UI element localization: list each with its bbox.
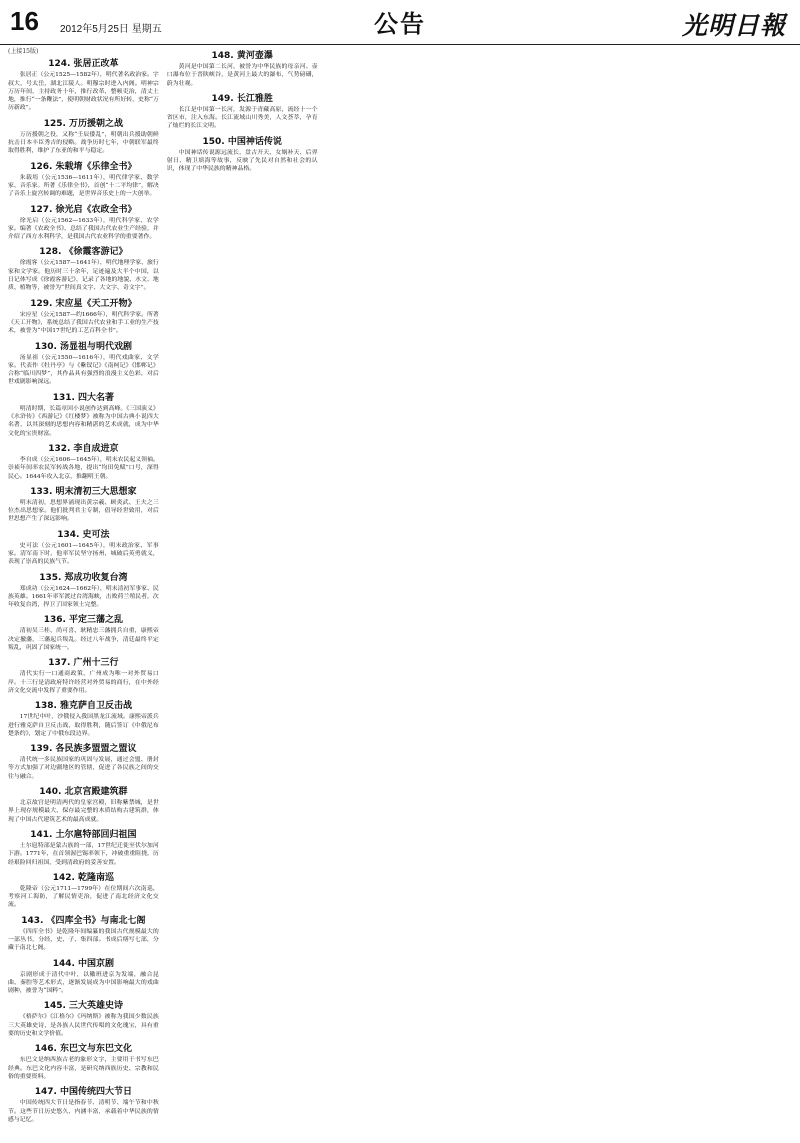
article-section <box>8 390 159 438</box>
article-body: 清代实行一口通商政策，广州成为唯一对外贸易口岸。十三行是清政府特许经营对外贸易的商行，在中外经济文化交流中发挥了重要作用。 <box>8 671 159 694</box>
article-section <box>8 296 159 336</box>
article-section <box>8 956 159 996</box>
article-body: 《四库全书》是乾隆年间编纂的我国古代规模最大的一部丛书，分经、史、子、集四部。书成后缮写七部，分藏于南北七阁。 <box>8 928 159 952</box>
article-section <box>8 56 159 112</box>
article-heading: 132. 李自成进京 <box>48 443 119 454</box>
article-section <box>8 116 159 156</box>
article-section <box>8 827 159 867</box>
article-heading: 148. 黄河壶瀑 <box>211 51 273 61</box>
article-body: 郑成功（公元1624—1662年），明末清初军事家、民族英雄。1661年率军渡过台湾海峡，击败荷兰殖民者，次年收复台湾，捍卫了国家领土完整。 <box>8 585 159 609</box>
article-heading: 130. 汤显祖与明代戏剧 <box>34 341 133 352</box>
article-body: 《格萨尔》《江格尔》《玛纳斯》被称为我国少数民族三大英雄史诗，是各族人民世代传唱的文化瑰宝，具有重要的历史和文学价值。 <box>8 1014 159 1038</box>
article-body: 张居正（公元1525—1582年），明代著名政治家。字叔大，号太岳，湖北江陵人。明穆宗时进入内阁。明神宗万历年间，主持政务十年，推行改革，整顿吏治，清丈土地，推行“一条鞭法”，使明朝财政状况有所好转，史称“万历新政”。 <box>8 72 159 112</box>
article-body: 李自成（公元1606—1645年），明末农民起义领袖。崇祯年间率农民军转战各地，提出“均田免赋”口号，深得民心。1644年攻入北京，推翻明王朝。 <box>8 456 159 480</box>
article-heading: 147. 中国传统四大节日 <box>34 1087 133 1098</box>
article-section <box>8 527 159 567</box>
article-section <box>8 484 159 524</box>
article-body: 中国传统四大节日是指春节、清明节、端午节和中秋节。这些节日历史悠久，内涵丰富，承载着中华民族的情感与记忆。 <box>8 1100 159 1123</box>
article-heading: 126. 朱载堉《乐律全书》 <box>30 161 137 172</box>
article-body: 汤显祖（公元1550—1616年），明代戏曲家、文学家。代表作《牡丹亭》与《紫钗记》《南柯记》《邯郸记》合称“临川四梦”，其作品具有强烈的浪漫主义色彩，对后世戏剧影响深远。 <box>8 354 159 386</box>
article-body: 徐霞客（公元1587—1641年），明代地理学家、旅行家和文学家。他历时三十余年，足迹遍及大半个中国，以日记体写成《徐霞客游记》，记录了各地的地貌、水文、地质、植物等，被誉为“世间真文字、大文字、奇文字”。 <box>8 260 159 292</box>
article-section <box>8 441 159 481</box>
page-header <box>0 0 800 45</box>
article-heading: 129. 宋应星《天工开物》 <box>30 298 137 309</box>
article-heading: 136. 平定三藩之乱 <box>43 615 124 626</box>
article-columns <box>8 48 794 1136</box>
article-body: 徐光启（公元1562—1633年），明代科学家、农学家。编著《农政全书》，总结了我国古代农业生产经验，并介绍了西方水利科学，是我国古代农业科学的重要著作。 <box>8 217 159 241</box>
article-section <box>8 1084 159 1124</box>
article-heading: 131. 四大名著 <box>52 392 115 403</box>
article-heading: 127. 徐光启《农政全书》 <box>30 204 137 215</box>
article-heading: 143. 《四库全书》与南北七阁 <box>21 915 146 926</box>
page-title: 公告 <box>374 9 426 38</box>
article-section <box>167 134 318 174</box>
article-heading: 140. 北京宫殿建筑群 <box>39 787 128 798</box>
article-heading: 142. 乾隆南巡 <box>52 872 115 883</box>
article-body: 宋应星（公元1587—约1666年），明代科学家。所著《天工开物》，系统总结了我国古代农业和手工业的生产技术，被誉为“中国17世纪的工艺百科全书”。 <box>8 311 159 335</box>
article-body: 史可法（公元1601—1645年），明末政治家、军事家。清军南下时，他率军民坚守扬州，城破后英勇就义，表现了崇高的民族气节。 <box>8 542 159 566</box>
article-section <box>8 784 159 824</box>
article-heading: 144. 中国京剧 <box>52 958 115 969</box>
article-heading: 150. 中国神话传说 <box>202 136 282 147</box>
issue-date: 2012年5月25日 星期五 <box>60 24 162 35</box>
article-body: 朱载堉（公元1536—1611年），明代律学家、数学家、音乐家。所著《乐律全书》，首创“十二平均律”，解决了音乐上旋宫转调的难题，是世界音乐史上的一大创举。 <box>8 174 159 198</box>
article-heading: 134. 史可法 <box>57 529 110 540</box>
article-section <box>8 913 159 953</box>
article-body: 明清时期，长篇章回小说创作达到高峰。《三国演义》《水浒传》《西游记》《红楼梦》被称为中国古典小说四大名著，以其深刻的思想内容和精湛的艺术成就，成为中华文化的宝贵财富。 <box>8 405 159 437</box>
article-body: 清初吴三桂、尚可喜、耿精忠三藩拥兵自重，康熙帝决定撤藩，三藩起兵叛乱。经过八年战争，清廷最终平定叛乱，巩固了国家统一。 <box>8 628 159 652</box>
article-body: 明末清初，思想界涌现出黄宗羲、顾炎武、王夫之三位杰出思想家。他们批判君主专制，倡导经世致用，对后世思想产生了深远影响。 <box>8 499 159 523</box>
article-heading: 141. 土尔扈特部回归祖国 <box>30 829 137 840</box>
article-body: 长江是中国第一长河，发源于青藏高原，流经十一个省区市，注入东海。长江流域山川秀美，人文荟萃，孕育了灿烂的长江文明。 <box>166 106 318 130</box>
article-section <box>8 612 159 652</box>
article-section <box>8 339 159 387</box>
continued-note: (上接15版) <box>8 48 39 55</box>
article-body: 土尔扈特部是蒙古族的一部，17世纪迁徙至伏尔加河下游。1771年，在首领渥巴锡率领下，冲破重重阻挠，历经艰险回归祖国，受到清政府的妥善安置。 <box>8 842 159 866</box>
article-section <box>8 570 159 610</box>
article-body: 中国神话传说源远流长，盘古开天、女娲补天、后羿射日、精卫填海等故事，反映了先民对自然和社会的认识，体现了中华民族的精神品格。 <box>166 149 318 173</box>
article-section <box>8 1041 159 1081</box>
article-heading: 138. 雅克萨自卫反击战 <box>34 701 133 712</box>
article-body: 北京故宫是明清两代的皇家宫殿，旧称紫禁城，是世界上现存规模最大、保存最完整的木质结构古建筑群，体现了中国古代建筑艺术的最高成就。 <box>8 800 159 823</box>
article-section <box>8 202 159 242</box>
article-body: 清代统一多民族国家的巩固与发展，通过会盟、册封等方式加强了对边疆地区的管辖，促进了各民族之间的交往与融合。 <box>8 757 159 780</box>
page-number: 16 <box>10 6 39 36</box>
article-heading: 145. 三大英雄史诗 <box>43 1001 124 1012</box>
article-body: 万历援朝之役，又称“壬辰倭乱”，明朝出兵援助朝鲜抗击日本丰臣秀吉的侵略。战争历时七年，中朝联军最终取得胜利，维护了东亚的和平与稳定。 <box>8 131 159 155</box>
article-section <box>8 655 159 695</box>
article-heading: 135. 郑成功收复台湾 <box>39 572 128 583</box>
article-section <box>167 91 318 131</box>
article-body: 乾隆帝（公元1711—1799年）在位期间六次南巡，考察河工海防，了解民情吏治，促进了南北经济文化交流。 <box>8 885 159 909</box>
article-body: 东巴文是纳西族古老的象形文字，主要用于书写东巴经典。东巴文化内容丰富，是研究纳西族历史、宗教和民俗的重要资料。 <box>8 1057 159 1080</box>
article-heading: 149. 长江雅胜 <box>211 93 273 104</box>
article-heading: 133. 明末清初三大思想家 <box>30 486 137 497</box>
article-heading: 146. 东巴文与东巴文化 <box>34 1044 133 1055</box>
article-section <box>8 244 159 292</box>
article-heading: 128. 《徐霞客游记》 <box>39 247 128 258</box>
article-heading: 124. 张居正改革 <box>48 59 119 70</box>
article-heading: 137. 广州十三行 <box>48 658 119 669</box>
article-body: 黄河是中国第二长河，被誉为中华民族的母亲河。壶口瀑布位于晋陕峡谷，是黄河上最大的瀑布，气势磅礴，蔚为壮观。 <box>166 64 318 87</box>
article-heading: 125. 万历援朝之战 <box>43 118 124 129</box>
masthead-logo: 光明日報 <box>681 11 786 40</box>
article-section <box>8 870 159 910</box>
article-section <box>8 698 159 738</box>
article-section <box>167 48 318 88</box>
article-body: 京剧形成于清代中叶，以徽班进京为发端，融合昆曲、秦腔等艺术形式，逐渐发展成为中国影响最大的戏曲剧种，被誉为“国粹”。 <box>8 971 159 995</box>
article-section <box>8 741 159 781</box>
article-heading: 139. 各民族多盟盟之盟议 <box>30 744 137 755</box>
article-body: 17世纪中叶，沙俄侵入我国黑龙江流域。康熙帝派兵进行雅克萨自卫反击战，取得胜利，随后签订《中俄尼布楚条约》，划定了中俄东段边界。 <box>8 714 159 737</box>
article-section <box>8 159 159 199</box>
article-section <box>8 998 159 1038</box>
